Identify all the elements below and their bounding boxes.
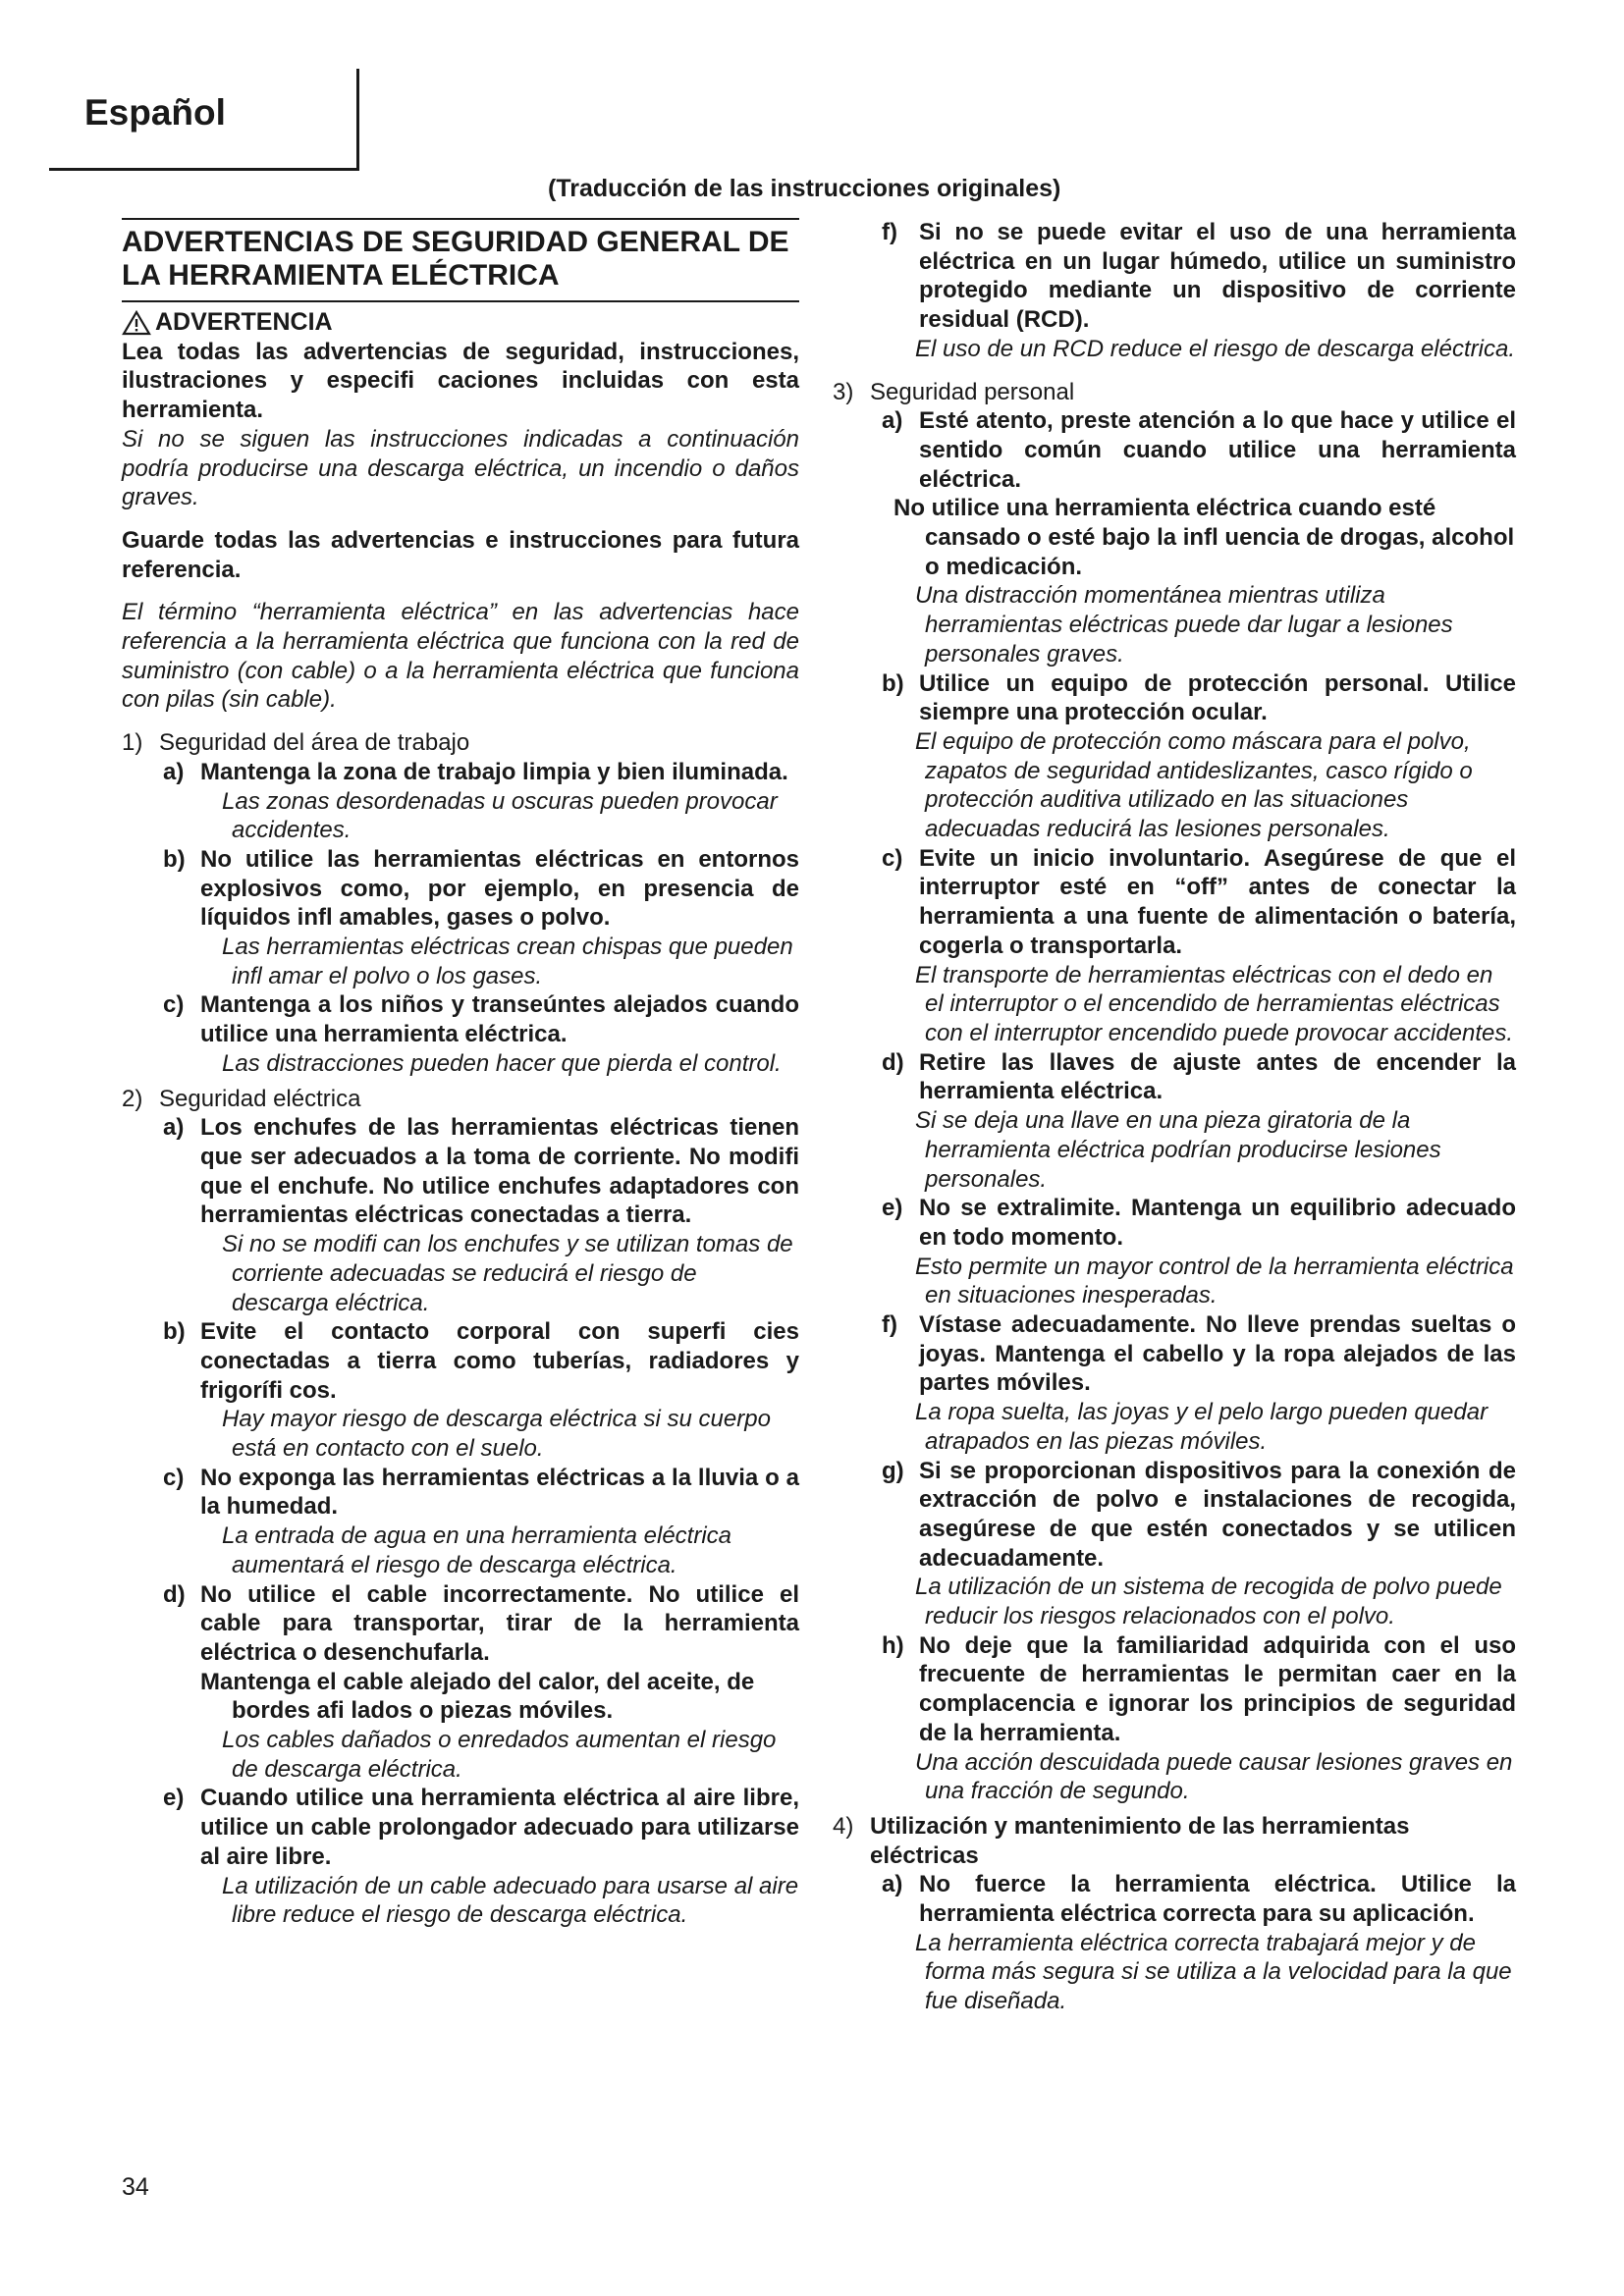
warning-triangle-icon: [122, 310, 151, 336]
item-extra: Mantenga el cable alejado del calor, del aceite, de bordes afi lados o piezas móviles.: [200, 1668, 755, 1725]
item-note: Una acción descuidada puede causar lesiones graves en una fracción de segundo.: [915, 1748, 1513, 1805]
list-item: c) Mantenga a los niños y transeúntes alejados cuando utilice una herramienta eléctrica.: [163, 991, 799, 1048]
item-note: Si se deja una llave en una pieza giratoria de la herramienta eléctrica podrían producirse lesiones personales.: [915, 1107, 1441, 1193]
item-note: Las zonas desordenadas u oscuras pueden provocar accidentes.: [222, 787, 778, 844]
save-instructions: Guarde todas las advertencias e instrucciones para futura referencia.: [122, 526, 799, 583]
item-note: Las distracciones pueden hacer que pierda el control.: [222, 1049, 782, 1077]
item-note: La entrada de agua en una herramienta eléctrica aumentará el riesgo de descarga eléctrica.: [222, 1522, 732, 1578]
list-item: a) No fuerce la herramienta eléctrica. Utilice la herramienta eléctrica correcta para su aplicación.: [882, 1871, 1516, 1928]
section-4-title: 4) Utilización y mantenimiento de las herramientas eléctricas: [833, 1812, 1410, 1869]
list-item: b) Utilice un equipo de protección personal. Utilice siempre una protección ocular.: [882, 669, 1516, 726]
term-definition: El término “herramienta eléctrica” en las advertencias hace referencia a la herramienta eléctrica que funciona con la red de suministro (con cable) o a la herramienta eléctrica que funciona con pilas (sin cable).: [122, 599, 799, 714]
right-column: [833, 218, 1516, 2016]
item-note: Una distracción momentánea mientras utiliza herramientas eléctricas puede dar lugar a lesiones personales graves.: [915, 582, 1453, 667]
list-item: f) Vístase adecuadamente. No lleve prendas sueltas o joyas. Mantenga el cabello y la ropa alejados de las partes móviles.: [882, 1311, 1516, 1397]
list-item: h) No deje que la familiaridad adquirida con el uso frecuente de herramientas le permitan caer en la complacencia e ignorar los principios de seguridad de la herramienta.: [882, 1631, 1516, 1746]
section-1-title: 1) Seguridad del área de trabajo: [122, 729, 470, 757]
list-item: c) No exponga las herramientas eléctricas a la lluvia o a la humedad.: [163, 1464, 799, 1521]
list-item: b) No utilice las herramientas eléctricas en entornos explosivos como, por ejemplo, en presencia de líquidos infl amables, gases o polvo.: [163, 845, 799, 932]
section-3-title: 3) Seguridad personal: [833, 378, 1075, 405]
item-note: Las herramientas eléctricas crean chispas que pueden infl amar el polvo o los gases.: [222, 934, 793, 989]
language-label: Español: [84, 92, 226, 133]
list-item: a) Esté atento, preste atención a lo que hace y utilice el sentido común cuando utilice una herramienta eléctrica.: [882, 407, 1516, 493]
item-note: La ropa suelta, las joyas y el pelo largo pueden quedar atrapados en las piezas móviles.: [915, 1399, 1489, 1455]
item-note: La utilización de un sistema de recogida de polvo puede reducir los riesgos relacionados con el polvo.: [915, 1574, 1502, 1630]
item-extra: No utilice una herramienta eléctrica cuando esté cansado o esté bajo la infl uencia de drogas, alcohol o medicación.: [893, 495, 1515, 580]
list-item: f) Si no se puede evitar el uso de una herramienta eléctrica en un lugar húmedo, utilice un suministro protegido mediante un dispositivo de corriente residual (RCD).: [882, 219, 1516, 334]
list-item: a) Los enchufes de las herramientas eléctricas tienen que ser adecuados a la toma de corriente. No modifi que el enchufe. No utilice enchufes adaptadores con herramientas eléctricas conectadas a tierra.: [163, 1114, 799, 1229]
list-item: e) Cuando utilice una herramienta eléctrica al aire libre, utilice un cable prolongador adecuado para utilizarse al aire libre.: [163, 1785, 799, 1870]
item-note: La utilización de un cable adecuado para usarse al aire libre reduce el riesgo de descarga eléctrica.: [222, 1872, 799, 1929]
list-item: e) No se extralimite. Mantenga un equilibrio adecuado en todo momento.: [882, 1195, 1516, 1251]
intro-bold: Lea todas las advertencias de seguridad, instrucciones, ilustraciones y especifi caciones incluidas con esta herramienta.: [122, 338, 799, 424]
warning-label: ADVERTENCIA: [155, 308, 333, 336]
item-note: El equipo de protección como máscara para el polvo, zapatos de seguridad antideslizantes, casco rígido o protección auditiva utilizado en las situaciones adecuadas reducirá las lesiones personales.: [915, 727, 1473, 843]
item-note: La herramienta eléctrica correcta trabajará mejor y de forma más segura si se utiliza a la velocidad para la que fue diseñada.: [915, 1929, 1512, 2015]
intro-italic: Si no se siguen las instrucciones indicadas a continuación podría producirse una descarga eléctrica, un incendio o daños graves.: [122, 425, 799, 511]
list-item: g) Si se proporcionan dispositivos para la conexión de extracción de polvo e instalaciones de recogida, asegúrese de que estén conectados y se utilicen adecuadamente.: [882, 1457, 1516, 1572]
warning-title: [122, 308, 799, 338]
list-item: d) Retire las llaves de ajuste antes de encender la herramienta eléctrica.: [882, 1048, 1516, 1105]
translation-subtitle: (Traducción de las instrucciones originales): [548, 175, 1061, 202]
item-note: El transporte de herramientas eléctricas con el dedo en el interruptor o el encendido de herramientas eléctricas con el interruptor encendido puede provocar accidentes.: [915, 961, 1514, 1046]
list-item: d) No utilice el cable incorrectamente. No utilice el cable para transportar, tirar de la herramienta eléctrica o desenchufarla.: [163, 1580, 799, 1666]
item-note: Si no se modifi can los enchufes y se utilizan tomas de corriente adecuadas se reducirá el riesgo de descarga eléctrica.: [222, 1231, 793, 1316]
list-item: c) Evite un inicio involuntario. Asegúrese de que el interruptor esté en “off” antes de conectar la herramienta a una fuente de alimentación o batería, cogerla o transportarla.: [882, 844, 1516, 959]
page-number: 34: [122, 2173, 149, 2201]
list-item: a) Mantenga la zona de trabajo limpia y bien iluminada.: [163, 758, 788, 785]
section-2-title: 2) Seguridad eléctrica: [122, 1085, 361, 1112]
section-heading: ADVERTENCIAS DE SEGURIDAD GENERAL DE LA HERRAMIENTA ELÉCTRICA: [122, 218, 799, 302]
item-note: Hay mayor riesgo de descarga eléctrica si su cuerpo está en contacto con el suelo.: [222, 1406, 771, 1463]
list-item: b) Evite el contacto corporal con superfi cies conectadas a tierra como tuberías, radiadores y frigorífi cos.: [163, 1318, 799, 1404]
left-column: [122, 218, 799, 1930]
item-note: Esto permite un mayor control de la herramienta eléctrica en situaciones inesperadas.: [915, 1253, 1514, 1309]
item-note: Los cables dañados o enredados aumentan el riesgo de descarga eléctrica.: [222, 1727, 777, 1783]
item-note: El uso de un RCD reduce el riesgo de descarga eléctrica.: [915, 335, 1515, 362]
